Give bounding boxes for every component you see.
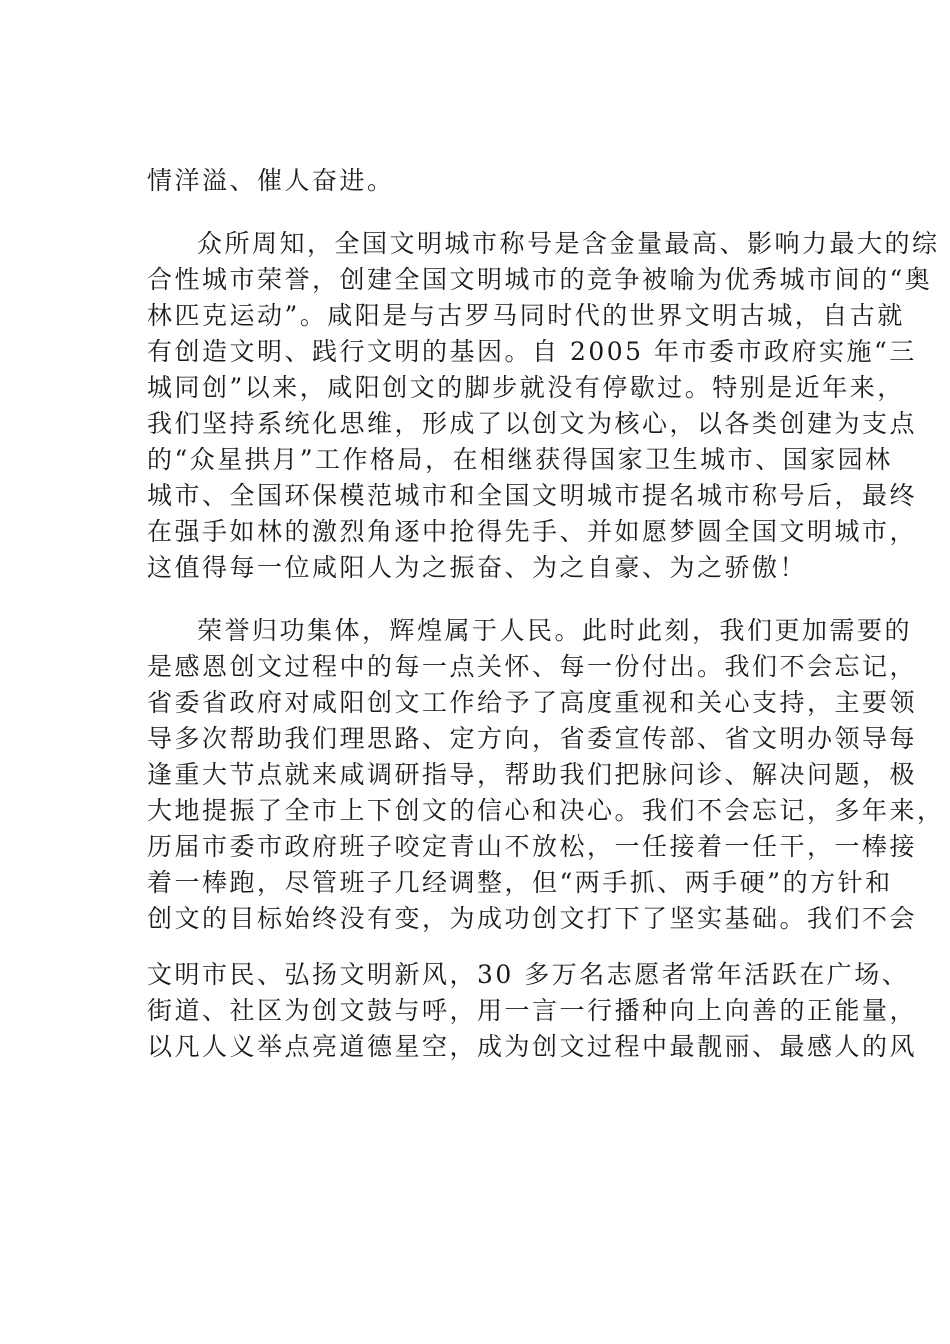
text-line: 着一棒跑，尽管班子几经调整，但“两手抓、两手硬”的方针和 bbox=[147, 868, 893, 897]
text-line: 历届市委市政府班子咬定青山不放松，一任接着一任干，一棒接 bbox=[147, 832, 918, 861]
text-line: 导多次帮助我们理思路、定方向，省委宣传部、省文明办领导每 bbox=[147, 724, 918, 753]
text-line: 以凡人义举点亮道德星空，成为创文过程中最靓丽、最感人的风 bbox=[147, 1032, 918, 1061]
text-line: 合性城市荣誉，创建全国文明城市的竞争被喻为优秀城市间的“奥 bbox=[147, 265, 933, 294]
text-line: 街道、社区为创文鼓与呼，用一言一行播种向上向善的正能量， bbox=[147, 996, 918, 1025]
text-line: 的“众星拱月”工作格局，在相继获得国家卫生城市、国家园林 bbox=[147, 445, 893, 474]
text-line: 创文的目标始终没有变，为成功创文打下了坚实基础。我们不会 bbox=[147, 904, 918, 933]
text-line: 这值得每一位咸阳人为之振奋、为之自豪、为之骄傲！ bbox=[147, 553, 808, 582]
text-line: 荣誉归功集体，辉煌属于人民。此时此刻，我们更加需要的 bbox=[197, 616, 913, 645]
text-line: 大地提振了全市上下创文的信心和决心。我们不会忘记，多年来， bbox=[147, 796, 945, 825]
text-line: 城市、全国环保模范城市和全国文明城市提名城市称号后，最终 bbox=[147, 481, 918, 510]
text-line: 是感恩创文过程中的每一点关怀、每一份付出。我们不会忘记， bbox=[147, 652, 918, 681]
text-line: 众所周知，全国文明城市称号是含金量最高、影响力最大的综 bbox=[197, 229, 940, 258]
text-line: 省委省政府对咸阳创文工作给予了高度重视和关心支持，主要领 bbox=[147, 688, 918, 717]
text-line: 城同创”以来，咸阳创文的脚步就没有停歇过。特别是近年来， bbox=[147, 373, 905, 402]
text-line: 有创造文明、践行文明的基因。自 2005 年市委市政府实施“三 bbox=[147, 337, 917, 366]
text-line: 逢重大节点就来咸调研指导，帮助我们把脉问诊、解决问题，极 bbox=[147, 760, 918, 789]
text-line: 在强手如林的激烈角逐中抢得先手、并如愿梦圆全国文明城市， bbox=[147, 517, 918, 546]
text-line: 文明市民、弘扬文明新风，30 多万名志愿者常年活跃在广场、 bbox=[147, 960, 910, 989]
text-line: 我们坚持系统化思维，形成了以创文为核心，以各类创建为支点 bbox=[147, 409, 918, 438]
text-line: 林匹克运动”。咸阳是与古罗马同时代的世界文明古城，自古就 bbox=[147, 301, 905, 330]
text-line: 情洋溢、催人奋进。 bbox=[147, 166, 395, 195]
